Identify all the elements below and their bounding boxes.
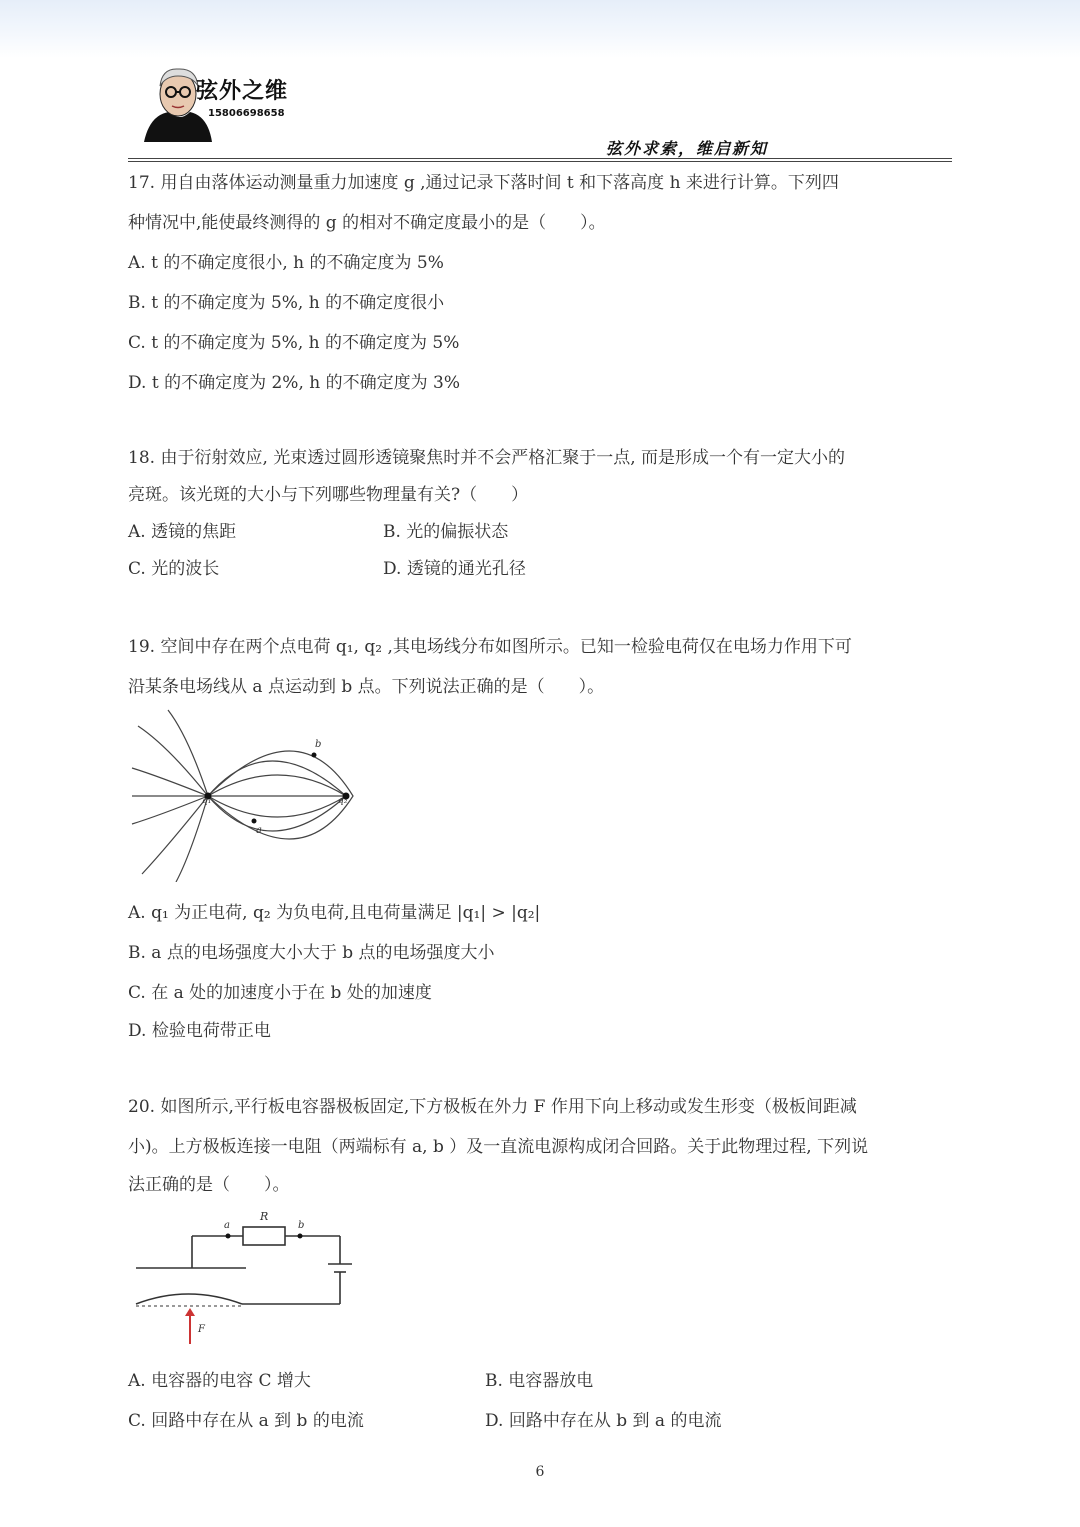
fig20-label-a: a [224, 1220, 230, 1231]
q18-option-c: C. 光的波长 [128, 559, 220, 579]
q17-option-c: C. t 的不确定度为 5%, h 的不确定度为 5% [128, 333, 460, 353]
brand-name: 弦外之维 [196, 79, 289, 104]
q19-option-b: B. a 点的电场强度大小大于 b 点的电场强度大小 [128, 943, 495, 963]
slogan: 弦外求索，维启新知 [606, 139, 769, 158]
q20-option-b: B. 电容器放电 [485, 1371, 594, 1391]
q20-stem-line3: 法正确的是（ ）。 [128, 1175, 290, 1195]
header-rule [128, 158, 952, 159]
q20-option-c: C. 回路中存在从 a 到 b 的电流 [128, 1411, 364, 1431]
q18-option-d: D. 透镜的通光孔径 [383, 559, 526, 579]
electric-field-figure [128, 706, 368, 882]
fig19-label-a: a [256, 825, 262, 836]
q17-option-d: D. t 的不确定度为 2%, h 的不确定度为 3% [128, 373, 460, 393]
q19-option-a: A. q₁ 为正电荷, q₂ 为负电荷,且电荷量满足 |q₁| > |q₂| [128, 903, 541, 923]
brand-phone: 15806698658 [208, 108, 285, 119]
q20-option-a: A. 电容器的电容 C 增大 [128, 1371, 311, 1391]
q17-option-b: B. t 的不确定度为 5%, h 的不确定度很小 [128, 293, 445, 313]
q17-stem-line1: 17. 用自由落体运动测量重力加速度 g ,通过记录下落时间 t 和下落高度 h 来进行计算。下列四 [128, 173, 839, 193]
fig19-label-b: b [315, 739, 322, 750]
q19-option-c: C. 在 a 处的加速度小于在 b 处的加速度 [128, 983, 432, 1003]
q18-stem-line1: 18. 由于衍射效应, 光束透过圆形透镜聚焦时并不会严格汇聚于一点, 而是形成一个有一定大小的 [128, 448, 846, 468]
page-number: 6 [535, 1464, 545, 1480]
q20-option-d: D. 回路中存在从 b 到 a 的电流 [485, 1411, 722, 1431]
header-band [0, 0, 1080, 58]
q17-option-a: A. t 的不确定度很小, h 的不确定度为 5% [128, 253, 444, 273]
fig19-label-q1: q₁ [202, 796, 212, 806]
q18-option-b: B. 光的偏振状态 [383, 522, 509, 542]
fig20-label-f: F [198, 1324, 205, 1335]
header-rule-2 [128, 161, 952, 162]
q18-stem-line2: 亮斑。该光斑的大小与下列哪些物理量有关?（ ） [128, 485, 529, 505]
q20-stem-line2: 小)。上方极板连接一电阻（两端标有 a, b ）及一直流电源构成闭合回路。关于此物理过程, 下列说 [128, 1137, 869, 1157]
q19-stem-line2: 沿某条电场线从 a 点运动到 b 点。下列说法正确的是（ ）。 [128, 677, 605, 697]
q17-stem-line2: 种情况中,能使最终测得的 g 的相对不确定度最小的是（ ）。 [128, 213, 606, 233]
q19-stem-line1: 19. 空间中存在两个点电荷 q₁, q₂ ,其电场线分布如图所示。已知一检验电荷仅在电场力作用下可 [128, 637, 852, 657]
fig20-label-r: R [260, 1210, 269, 1223]
q18-option-a: A. 透镜的焦距 [128, 522, 237, 542]
q19-option-d: D. 检验电荷带正电 [128, 1021, 271, 1041]
fig20-label-b: b [298, 1220, 305, 1231]
capacitor-circuit-figure [128, 1204, 368, 1354]
fig19-label-q2: q₂ [338, 796, 348, 806]
q20-stem-line1: 20. 如图所示,平行板电容器极板固定,下方极板在外力 F 作用下向上移动或发生形变（极板间距减 [128, 1097, 857, 1117]
